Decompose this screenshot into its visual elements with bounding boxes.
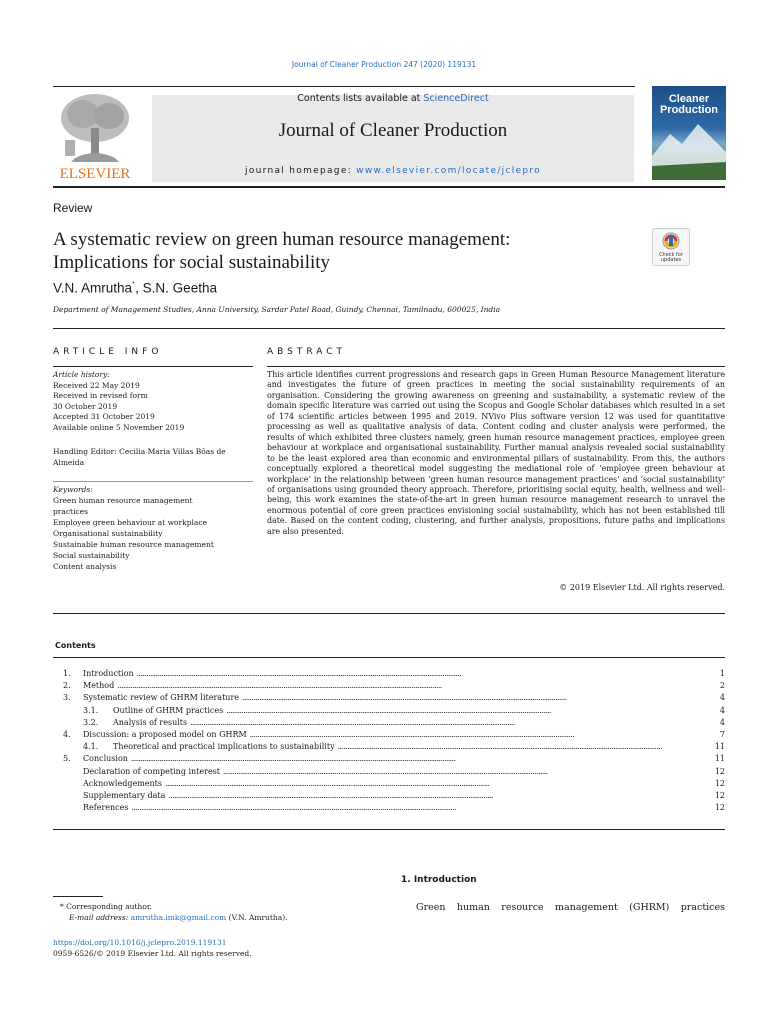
toc-number: 3.2.	[83, 717, 99, 727]
toc-entry[interactable]	[53, 753, 725, 765]
keyword-item: Green human resource management	[53, 496, 193, 505]
toc-page-number: 11	[714, 742, 725, 752]
affiliation: Department of Management Studies, Anna University, Sardar Patel Road, Guindy, Chennai, Tamilnadu, 600025, India	[53, 305, 501, 314]
toc-leader-dots	[223, 766, 708, 778]
email-label: E-mail address:	[69, 912, 129, 922]
check-updates-label: Check for updates	[659, 252, 683, 263]
article-history	[53, 370, 253, 433]
toc-title[interactable]: References	[83, 803, 129, 813]
toc-title[interactable]: Theoretical and practical implications to sustainability	[113, 742, 335, 752]
contents-bottom-rule	[53, 829, 725, 830]
keywords-list	[53, 484, 253, 572]
abstract-rule	[267, 366, 725, 367]
toc-title[interactable]: Discussion: a proposed model on GHRM	[83, 730, 247, 740]
check-for-updates-badge[interactable]	[652, 228, 690, 266]
toc-page-number: 12	[714, 778, 725, 788]
toc-leader-dots	[131, 802, 708, 814]
contents-title: Contents	[55, 641, 96, 650]
toc-number: 3.	[63, 693, 71, 703]
doi-block	[53, 938, 383, 959]
toc-entry[interactable]	[53, 729, 725, 741]
toc-page-number: 11	[714, 754, 725, 764]
toc-leader-dots	[137, 668, 708, 680]
email-link[interactable]: amrutha.imk@gmail.com	[130, 912, 227, 922]
toc-page-number: 12	[714, 803, 725, 813]
issn-line: 0959-6526/© 2019 Elsevier Ltd. All rights reserved.	[53, 948, 252, 958]
homepage-link[interactable]: www.elsevier.com/locate/jclepro	[356, 166, 541, 176]
toc-page-number: 4	[719, 693, 725, 703]
toc-title[interactable]: Analysis of results	[113, 717, 188, 727]
toc-page-number: 1	[719, 669, 725, 678]
toc-leader-dots	[117, 680, 708, 692]
toc-title[interactable]: Supplementary data	[83, 791, 166, 801]
paper-title-line1: A systematic review on green human resource management:	[53, 229, 511, 250]
article-info-rule	[53, 366, 253, 367]
toc-title[interactable]: Conclusion	[83, 754, 128, 764]
homepage-prefix: journal homepage:	[245, 166, 357, 176]
history-item: 30 October 2019	[53, 401, 118, 411]
history-item: Received in revised form	[53, 391, 148, 400]
journal-homepage	[152, 166, 634, 176]
elsevier-tree-icon	[53, 88, 137, 180]
toc-number: 3.1.	[83, 705, 99, 715]
contents-top-rule	[53, 657, 725, 658]
toc-entry[interactable]	[53, 668, 725, 680]
toc-page-number: 4	[719, 717, 725, 727]
toc-title[interactable]: Acknowledgements	[83, 778, 162, 788]
history-label: Article history:	[53, 370, 110, 379]
toc-entry[interactable]	[53, 790, 725, 802]
check-updates-icon	[653, 229, 689, 253]
paper-title-line2: Implications for social sustainability	[53, 252, 331, 273]
article-type: Review	[53, 201, 93, 215]
contents-prefix: Contents lists available at	[297, 93, 424, 104]
toc-entry[interactable]	[53, 717, 725, 729]
elsevier-logo[interactable]	[53, 88, 137, 180]
toc-leader-dots	[226, 705, 708, 717]
affiliation-rule	[53, 328, 725, 329]
toc-entry[interactable]	[53, 778, 725, 790]
doi-link[interactable]: https://doi.org/10.1016/j.jclepro.2019.119131	[53, 938, 227, 947]
article-info-heading: ARTICLE INFO	[53, 347, 163, 357]
toc-leader-dots	[165, 778, 708, 790]
cover-title-line1: Cleaner	[668, 93, 710, 105]
toc-number: 4.1.	[83, 742, 99, 752]
toc-entry[interactable]	[53, 705, 725, 717]
handling-editor-line: Almeida	[53, 457, 85, 467]
keyword-item: Employee green behaviour at workplace	[53, 518, 208, 527]
table-of-contents	[53, 668, 725, 814]
journal-title: Journal of Cleaner Production	[278, 120, 508, 141]
history-item: Received 22 May 2019	[53, 380, 140, 390]
toc-leader-dots	[190, 717, 708, 729]
toc-entry[interactable]	[53, 741, 725, 753]
toc-leader-dots	[131, 753, 708, 765]
toc-entry[interactable]	[53, 680, 725, 692]
abstract-end-rule	[53, 613, 725, 614]
introduction-first-line: Green human resource management (GHRM) practices	[416, 902, 725, 913]
journal-cover-image[interactable]	[652, 86, 726, 180]
toc-leader-dots	[168, 790, 708, 802]
header-top-rule	[53, 86, 635, 87]
toc-entry[interactable]	[53, 692, 725, 704]
corresponding-author-mark[interactable]: *	[132, 280, 136, 289]
toc-leader-dots	[242, 692, 708, 704]
toc-title[interactable]: Systematic review of GHRM literature	[83, 693, 239, 703]
history-item: Available online 5 November 2019	[53, 422, 185, 432]
toc-title[interactable]: Outline of GHRM practices	[113, 705, 224, 715]
abstract-text: This article identifies current progressions and research gaps in Green Human Resource Management literature and investigates the future of green practices in meeting the social sustainability requirements of an organisation. Considering the growing awareness on greening and sustainability, a systematic review of the domain specific literature was carried out using the Scopus and Google Scholar databases which resulted in a set of 174 scientific articles between 1995 and 2019. NVivo Plus software version 12 was used for quantitative processing as well as qualitative analysis of data. Content coding and cluster analysis were performed, the results of which exhibited three clusters namely, green human resource management practices, employee green behaviour at workplace and organisational sustainability. Further manual analysis revealed social sustainability to be the least explored area than economic and environmental pillars of sustainability. From this, the authors conceptually explored a theoretical model suggesting the mediational role of ‘employee green behaviour at workplace’ in the relationship between ‘green human resource management practices’ and ‘social sustainability’ of organisations using grounded theory approach. Therefore, prioritising social equity, health, wellness and well-being, this work examines the state-of-the-art in green human resource management research to unravel the enormous potential of core green practices envisioning social sustainability, which has not been established till date. Based on the content coding, clustering, and further analysis, propositions, future paths and implications are also presented.	[267, 370, 725, 536]
cover-mountain-icon	[652, 86, 726, 180]
toc-title[interactable]: Method	[83, 681, 115, 691]
email-owner: (V.N. Amrutha).	[226, 912, 288, 922]
toc-page-number: 2	[719, 681, 725, 691]
keyword-item: Content analysis	[53, 562, 117, 571]
toc-title[interactable]: Introduction	[83, 669, 134, 678]
toc-number: 2.	[63, 681, 71, 691]
keyword-item: practices	[53, 507, 88, 516]
elsevier-wordmark: ELSEVIER	[59, 166, 131, 180]
footnote	[60, 902, 390, 923]
keyword-item: Social sustainability	[53, 551, 130, 560]
introduction-heading: 1. Introduction	[401, 875, 477, 885]
history-item: Accepted 31 October 2019	[53, 412, 155, 421]
toc-page-number: 4	[719, 705, 725, 715]
header-bottom-rule	[53, 186, 725, 188]
toc-number: 4.	[63, 730, 71, 740]
toc-entry[interactable]	[53, 802, 725, 814]
toc-number: 1.	[63, 669, 71, 678]
author-name[interactable]: , S.N. Geetha	[135, 280, 217, 296]
handling-editor	[53, 447, 253, 468]
corresponding-author-note: * Corresponding author.	[60, 902, 153, 911]
toc-leader-dots	[338, 741, 708, 753]
toc-title[interactable]: Declaration of competing interest	[83, 766, 221, 776]
abstract-heading: ABSTRACT	[267, 347, 347, 357]
contents-availability	[152, 93, 634, 104]
toc-number: 5.	[63, 754, 71, 764]
cover-title-line2: Production	[659, 104, 719, 116]
keyword-item: Sustainable human resource management	[53, 540, 214, 549]
keywords-rule	[53, 481, 253, 482]
footnote-rule	[53, 896, 103, 897]
paper-title	[53, 228, 613, 274]
keyword-item: Organisational sustainability	[53, 529, 163, 538]
sciencedirect-link[interactable]: ScienceDirect	[423, 93, 489, 104]
toc-entry[interactable]	[53, 766, 725, 778]
handling-editor-line: Handling Editor: Cecilia Maria Villas Bôas de	[53, 447, 226, 456]
email-line	[60, 913, 390, 924]
toc-leader-dots	[250, 729, 708, 741]
author-list	[53, 280, 217, 296]
keywords-label: Keywords:	[53, 485, 93, 494]
author-name[interactable]: V.N. Amrutha	[53, 280, 133, 296]
toc-page-number: 12	[714, 791, 725, 801]
toc-page-number: 7	[719, 730, 725, 740]
journal-reference-link[interactable]: Journal of Cleaner Production 247 (2020) 119131	[291, 60, 477, 69]
toc-page-number: 12	[714, 766, 725, 776]
abstract-copyright: © 2019 Elsevier Ltd. All rights reserved.	[559, 583, 725, 592]
